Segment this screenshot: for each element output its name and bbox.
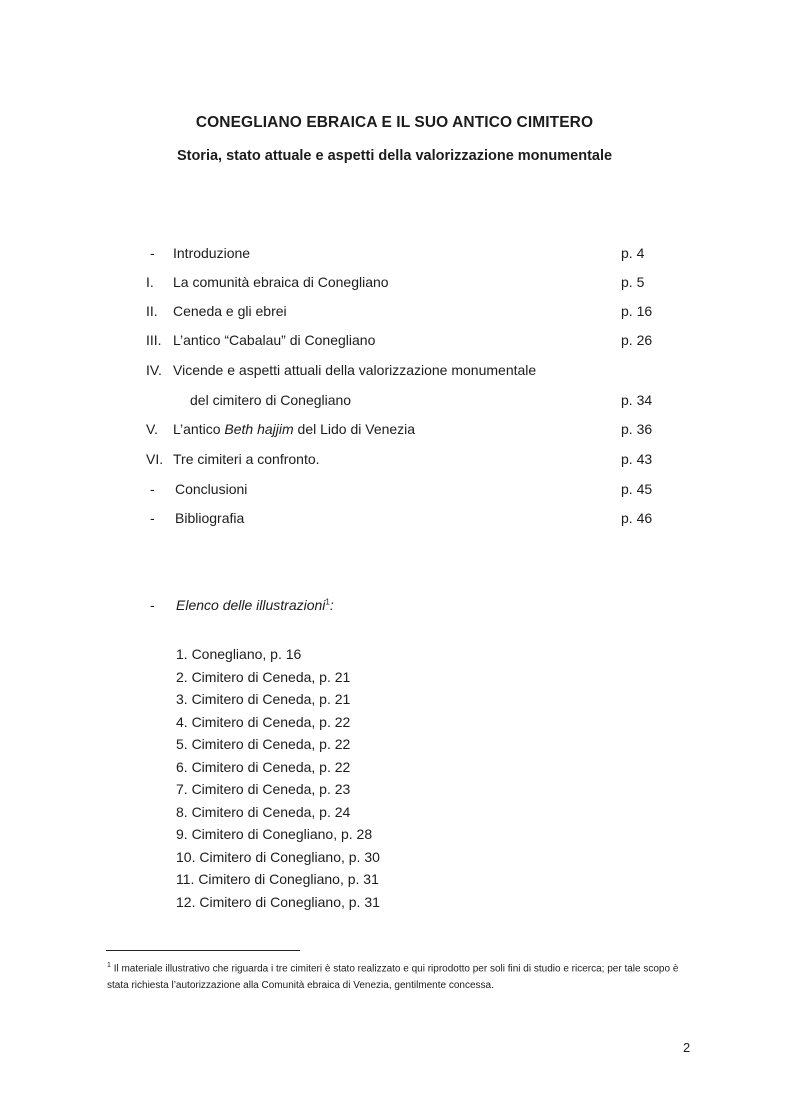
toc-page: p. 34	[621, 392, 653, 408]
illustrations-heading-text: Elenco delle illustrazioni	[176, 597, 326, 613]
toc-entry	[0, 274, 789, 294]
toc-entry	[0, 303, 789, 323]
toc-marker: -	[150, 510, 155, 526]
toc-entry	[0, 245, 789, 265]
list-item: 9. Cimitero di Conegliano, p. 28	[176, 826, 373, 842]
footnote	[107, 957, 697, 994]
toc-page: p. 43	[621, 451, 653, 467]
toc-marker: V.	[146, 421, 158, 437]
illustrations-marker: -	[150, 597, 155, 613]
toc-page: p. 36	[621, 421, 653, 437]
list-item: 3. Cimitero di Ceneda, p. 21	[176, 691, 351, 707]
list-item: 11. Cimitero di Conegliano, p. 31	[176, 871, 379, 887]
toc-label-italic: Beth hajjim	[224, 421, 294, 437]
toc-label: Bibliografia	[175, 510, 245, 526]
footnote-marker: 1	[107, 962, 111, 969]
list-item: 8. Cimitero di Ceneda, p. 24	[176, 803, 351, 820]
list-item: 2. Cimitero di Ceneda, p. 21	[176, 668, 351, 685]
toc-label: Ceneda e gli ebrei	[173, 303, 287, 319]
toc-entry	[0, 451, 789, 471]
toc-entry-continuation	[0, 392, 789, 412]
toc-page: p. 4	[621, 245, 645, 261]
footnote-divider	[106, 950, 300, 951]
document-title: CONEGLIANO EBRAICA E IL SUO ANTICO CIMITERO	[195, 114, 594, 131]
page-number: 2	[683, 1040, 691, 1055]
toc-entry	[0, 510, 789, 530]
footnote-text: Il materiale illustrativo che riguarda i tre cimiteri è stato realizzato e qui riprodotto per soli fini di studio e ricerca; per tale scopo è stata richiesta l’autorizzazione alla Comunità ebraica di Venezia, gentilmente concessa.	[107, 963, 679, 992]
toc-label: Conclusioni	[175, 481, 248, 497]
illustrations-list	[176, 643, 380, 913]
list-item: 6. Cimitero di Ceneda, p. 22	[176, 758, 351, 775]
toc-label: Tre cimiteri a confronto.	[173, 451, 320, 467]
toc-marker: -	[150, 481, 155, 497]
toc-entry	[0, 421, 789, 441]
toc-page: p. 46	[621, 510, 653, 526]
toc-marker: IV.	[146, 362, 162, 378]
toc-page: p. 16	[621, 303, 653, 319]
toc-label: L’antico “Cabalau” di Conegliano	[173, 332, 376, 348]
toc-marker: II.	[146, 303, 158, 319]
toc-page: p. 26	[621, 332, 653, 348]
list-item: 1. Conegliano, p. 16	[176, 646, 302, 662]
list-item: 5. Cimitero di Ceneda, p. 22	[176, 736, 351, 752]
toc-entry	[0, 332, 789, 352]
toc-page: p. 45	[621, 481, 653, 497]
toc-label: Introduzione	[173, 245, 251, 261]
toc-label: L’antico Beth hajjim del Lido di Venezia	[173, 421, 416, 437]
footnote-reference: 1	[325, 597, 330, 607]
list-item: 7. Cimitero di Ceneda, p. 23	[176, 781, 351, 797]
toc-entry	[0, 362, 789, 382]
list-item: 12. Cimitero di Conegliano, p. 31	[176, 893, 380, 910]
toc-label: del cimitero di Conegliano	[190, 392, 352, 408]
toc-label: La comunità ebraica di Conegliano	[173, 274, 389, 290]
document-page: CONEGLIANO EBRAICA E IL SUO ANTICO CIMITERO Storia, stato attuale e aspetti della valorizzazione monumentale - Introduzione p. 4 I. La comunità ebraica di Conegliano p. 5 II. Ceneda e gli ebrei p. 16 III. L’antico “Cabalau” di Conegliano p. 26 IV. Vicende e aspetti attuali della valorizzazione monumentale del cimitero di Conegliano p. 34 V. L’antico Beth hajjim del Lido di Venezia p. 36 VI. Tre cimiteri a confronto. p. 43 - Conclusioni p. 45 - Bibliografia p. 46 - Elenco delle illustrazioni$^1$: 1. Conegliano, p. 16 2. Cimitero di Ceneda, p. 21 3. Cimitero di Ceneda, p. 21 4. Cimitero di Ceneda, p. 22 5. Cimitero di Ceneda, p. 22 6. Cimitero di Ceneda, p. 22 7. Cimitero di Ceneda, p. 23 8. Cimitero di Ceneda, p. 24 9. Cimitero di Conegliano, p. 28 10. Cimitero di Conegliano, p. 30 11. Cimitero di Conegliano, p. 31 12. Cimitero di Conegliano, p. 31 $^1$ Il materiale illustrativo che riguarda i tre cimiteri è stato realizzato e qui riprodotto per soli fini di studio e ricerca; per tale scopo è stata richiesta l’autorizzazione alla Comunità ebraica di Venezia, gentilmente concessa. 2	[0, 0, 789, 1119]
toc-page: p. 5	[621, 274, 645, 290]
toc-marker: -	[150, 245, 155, 261]
toc-marker: I.	[146, 274, 154, 290]
toc-marker: III.	[146, 332, 162, 348]
toc-label: Vicende e aspetti attuali della valorizzazione monumentale	[173, 362, 537, 378]
toc-entry	[0, 481, 789, 501]
toc-marker: VI.	[146, 451, 164, 467]
list-item: 4. Cimitero di Ceneda, p. 22	[176, 713, 351, 730]
list-item: 10. Cimitero di Conegliano, p. 30	[176, 848, 380, 865]
document-subtitle: Storia, stato attuale e aspetti della valorizzazione monumentale	[176, 148, 613, 164]
